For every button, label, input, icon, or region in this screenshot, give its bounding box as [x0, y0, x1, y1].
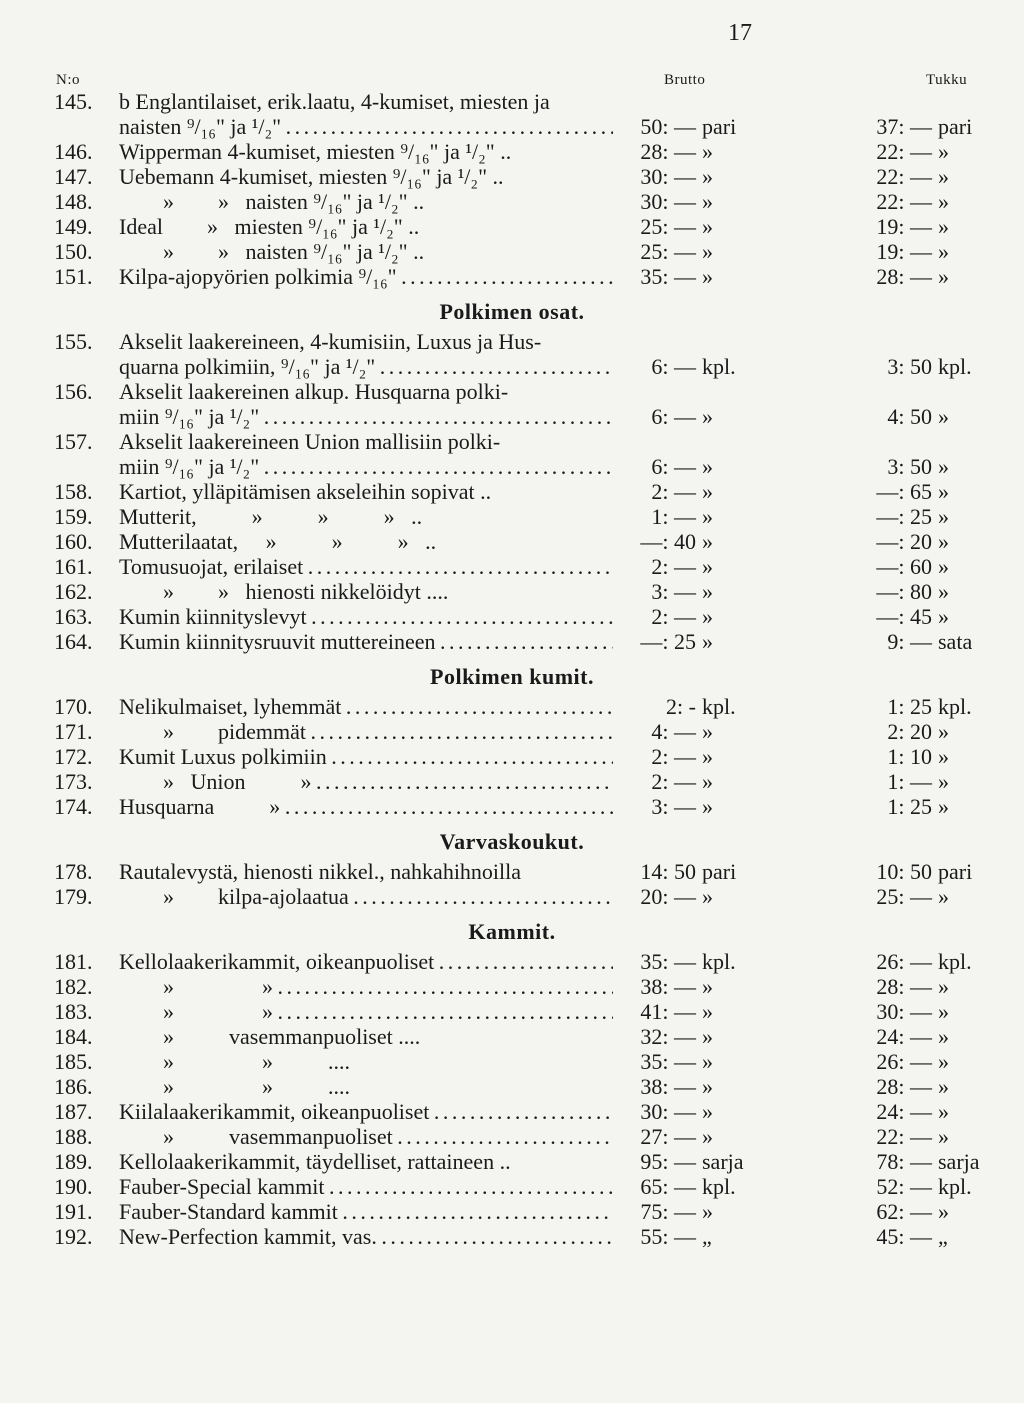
item-number: 174. — [54, 794, 93, 819]
list-item — [0, 1049, 1024, 1074]
brutto-unit: » — [702, 239, 713, 264]
item-description: » vasemmanpuoliset . . . — [119, 1124, 613, 1149]
brutto-unit: » — [702, 164, 713, 189]
list-item — [0, 239, 1024, 264]
item-number: 149. — [54, 214, 93, 239]
item-description: Kellolaakerikammit, oikeanpuoliset . . . — [119, 949, 613, 974]
tukku-price: —: 20 — [876, 529, 932, 554]
brutto-price: 55: — — [640, 1224, 696, 1249]
tukku-price: 30: — — [876, 999, 932, 1024]
item-description: » kilpa-ajolaatua . . . — [119, 884, 613, 909]
tukku-unit: » — [938, 884, 949, 909]
brutto-price: 2: — — [651, 744, 696, 769]
brutto-price: 4: — — [651, 719, 696, 744]
item-number: 159. — [54, 504, 93, 529]
brutto-price: 35: — — [640, 264, 696, 289]
list-item — [0, 1199, 1024, 1224]
brutto-unit: » — [702, 604, 713, 629]
item-number: 187. — [54, 1099, 93, 1124]
tukku-price: 28: — — [876, 264, 932, 289]
tukku-unit: » — [938, 164, 949, 189]
item-description: Nelikulmaiset, lyhemmät . . . — [119, 694, 613, 719]
item-number: 161. — [54, 554, 93, 579]
tukku-price: 1: 25 — [887, 794, 932, 819]
item-description: » » .... — [119, 1049, 350, 1074]
brutto-price: 2: — — [651, 604, 696, 629]
page-number: 17 — [728, 20, 752, 46]
item-description: » » .... — [119, 1074, 350, 1099]
brutto-unit: » — [702, 554, 713, 579]
tukku-unit: » — [938, 1074, 949, 1099]
item-number: 155. — [54, 329, 93, 354]
list-item — [0, 454, 1024, 479]
tukku-price: 19: — — [876, 239, 932, 264]
column-header-brutto: Brutto — [664, 72, 706, 88]
brutto-price: 32: — — [640, 1024, 696, 1049]
brutto-unit: » — [702, 629, 713, 654]
tukku-price: —: 65 — [876, 479, 932, 504]
tukku-price: 3: 50 — [887, 454, 932, 479]
item-number: 162. — [54, 579, 93, 604]
brutto-unit: kpl. — [702, 949, 736, 974]
tukku-unit: kpl. — [938, 949, 972, 974]
item-number: 184. — [54, 1024, 93, 1049]
list-item — [0, 404, 1024, 429]
tukku-unit: kpl. — [938, 694, 972, 719]
brutto-price: 41: — — [640, 999, 696, 1024]
list-item — [0, 1124, 1024, 1149]
list-item — [0, 694, 1024, 719]
brutto-price: 6: — — [651, 404, 696, 429]
item-number: 150. — [54, 239, 93, 264]
brutto-price: 30: — — [640, 1099, 696, 1124]
brutto-price: 14: 50 — [640, 859, 696, 884]
item-description: » » naisten ⁹/₁₆" ja ¹/₂" .. — [119, 239, 425, 264]
price-list — [0, 89, 1024, 1249]
item-description: quarna polkimiin, ⁹/₁₆" ja ¹/₂" . . . — [119, 354, 613, 379]
item-number: 172. — [54, 744, 93, 769]
brutto-price: 27: — — [640, 1124, 696, 1149]
list-item — [0, 1074, 1024, 1099]
item-description: » pidemmät . . . — [119, 719, 613, 744]
item-description: Kumin kiinnityslevyt . . . — [119, 604, 613, 629]
brutto-unit: » — [702, 404, 713, 429]
brutto-price: 50: — — [640, 114, 696, 139]
brutto-unit: » — [702, 264, 713, 289]
item-number: 158. — [54, 479, 93, 504]
section-heading — [0, 289, 1024, 329]
item-number: 170. — [54, 694, 93, 719]
tukku-price: 26: — — [876, 1049, 932, 1074]
brutto-price: 2: — — [651, 479, 696, 504]
tukku-price: 78: — — [876, 1149, 932, 1174]
item-number: 186. — [54, 1074, 93, 1099]
list-item — [0, 1024, 1024, 1049]
tukku-price: 1: 25 — [887, 694, 932, 719]
tukku-unit: » — [938, 974, 949, 999]
brutto-unit: » — [702, 1024, 713, 1049]
item-description: Rautalevystä, hienosti nikkel., nahkahihnoilla — [119, 859, 522, 884]
item-description: Fauber-Special kammit . . . — [119, 1174, 613, 1199]
list-item — [0, 139, 1024, 164]
list-item — [0, 859, 1024, 884]
item-description: » » . . . — [119, 974, 613, 999]
list-item — [0, 604, 1024, 629]
brutto-unit: » — [702, 1099, 713, 1124]
tukku-unit: » — [938, 1099, 949, 1124]
item-number: 164. — [54, 629, 93, 654]
item-description: Kumit Luxus polkimiin . . . — [119, 744, 613, 769]
item-description: Wipperman 4-kumiset, miesten ⁹/₁₆" ja ¹/₂" .. — [119, 139, 512, 164]
brutto-unit: pari — [702, 859, 737, 884]
list-item — [0, 579, 1024, 604]
tukku-unit: » — [938, 1124, 949, 1149]
list-item — [0, 429, 1024, 454]
tukku-unit: » — [938, 604, 949, 629]
section-heading — [0, 909, 1024, 949]
brutto-unit: » — [702, 214, 713, 239]
brutto-price: 25: — — [640, 239, 696, 264]
item-description: Tomusuojat, erilaiset . . . — [119, 554, 613, 579]
list-item — [0, 264, 1024, 289]
brutto-price: 38: — — [640, 1074, 696, 1099]
tukku-unit: » — [938, 719, 949, 744]
brutto-unit: » — [702, 1199, 713, 1224]
list-item — [0, 554, 1024, 579]
item-description: Kellolaakerikammit, täydelliset, rattaineen .. — [119, 1149, 511, 1174]
tukku-price: 24: — — [876, 1099, 932, 1124]
tukku-price: 10: 50 — [876, 859, 932, 884]
tukku-unit: » — [938, 1024, 949, 1049]
tukku-price: 1: 10 — [887, 744, 932, 769]
brutto-unit: » — [702, 744, 713, 769]
tukku-unit: » — [938, 479, 949, 504]
list-item — [0, 1174, 1024, 1199]
tukku-unit: » — [938, 554, 949, 579]
tukku-price: 62: — — [876, 1199, 932, 1224]
brutto-price: 2: — — [651, 769, 696, 794]
brutto-price: 2: - — [666, 694, 696, 719]
brutto-unit: » — [702, 479, 713, 504]
item-number: 173. — [54, 769, 93, 794]
list-item — [0, 164, 1024, 189]
brutto-unit: kpl. — [702, 694, 736, 719]
list-item — [0, 1149, 1024, 1174]
brutto-unit: » — [702, 884, 713, 909]
tukku-unit: » — [938, 1049, 949, 1074]
brutto-price: —: 25 — [640, 629, 696, 654]
brutto-price: 65: — — [640, 1174, 696, 1199]
brutto-price: 95: — — [640, 1149, 696, 1174]
item-description: miin ⁹/₁₆" ja ¹/₂" . . . — [119, 404, 613, 429]
brutto-price: 35: — — [640, 949, 696, 974]
list-item — [0, 949, 1024, 974]
tukku-unit: » — [938, 999, 949, 1024]
brutto-price: 2: — — [651, 554, 696, 579]
tukku-price: 1: — — [887, 769, 932, 794]
brutto-price: 30: — — [640, 189, 696, 214]
tukku-price: —: 80 — [876, 579, 932, 604]
tukku-price: 19: — — [876, 214, 932, 239]
brutto-unit: pari — [702, 114, 737, 139]
tukku-price: —: 45 — [876, 604, 932, 629]
brutto-unit: » — [702, 189, 713, 214]
item-description: » » naisten ⁹/₁₆" ja ¹/₂" .. — [119, 189, 425, 214]
brutto-price: 3: — — [651, 579, 696, 604]
tukku-price: 45: — — [876, 1224, 932, 1249]
item-description: Kiilalaakerikammit, oikeanpuoliset . . . — [119, 1099, 613, 1124]
tukku-unit: » — [938, 579, 949, 604]
brutto-unit: » — [702, 139, 713, 164]
tukku-price: —: 25 — [876, 504, 932, 529]
brutto-price: 28: — — [640, 139, 696, 164]
tukku-unit: » — [938, 454, 949, 479]
item-number: 179. — [54, 884, 93, 909]
brutto-unit: » — [702, 1124, 713, 1149]
item-description: Uebemann 4-kumiset, miesten ⁹/₁₆" ja ¹/₂" .. — [119, 164, 504, 189]
brutto-unit: » — [702, 1049, 713, 1074]
tukku-price: 24: — — [876, 1024, 932, 1049]
item-description: Ideal » miesten ⁹/₁₆" ja ¹/₂" .. — [119, 214, 420, 239]
brutto-price: 1: — — [651, 504, 696, 529]
brutto-price: 75: — — [640, 1199, 696, 1224]
brutto-unit: » — [702, 769, 713, 794]
list-item — [0, 974, 1024, 999]
tukku-unit: sata — [938, 629, 973, 654]
tukku-unit: » — [938, 239, 949, 264]
tukku-unit: » — [938, 264, 949, 289]
brutto-unit: » — [702, 1074, 713, 1099]
tukku-price: 22: — — [876, 1124, 932, 1149]
tukku-unit: » — [938, 794, 949, 819]
tukku-price: 25: — — [876, 884, 932, 909]
item-description: » » hienosti nikkelöidyt .... — [119, 579, 449, 604]
item-description: Fauber-Standard kammit . . . — [119, 1199, 613, 1224]
list-item — [0, 379, 1024, 404]
brutto-unit: „ — [702, 1224, 712, 1249]
brutto-price: 35: — — [640, 1049, 696, 1074]
tukku-price: 4: 50 — [887, 404, 932, 429]
brutto-unit: » — [702, 454, 713, 479]
tukku-unit: » — [938, 529, 949, 554]
item-description: naisten ⁹/₁₆" ja ¹/₂" . . . — [119, 114, 613, 139]
brutto-unit: » — [702, 999, 713, 1024]
item-number: 190. — [54, 1174, 93, 1199]
list-item — [0, 744, 1024, 769]
item-number: 178. — [54, 859, 93, 884]
list-item — [0, 479, 1024, 504]
list-item — [0, 719, 1024, 744]
item-description: Akselit laakereinen alkup. Husquarna polki- — [119, 379, 509, 404]
tukku-unit: » — [938, 214, 949, 239]
tukku-price: 26: — — [876, 949, 932, 974]
item-description: b Englantilaiset, erik.laatu, 4-kumiset, miesten ja — [119, 89, 550, 114]
section-title: Varvaskoukut. — [439, 829, 585, 854]
list-item — [0, 89, 1024, 114]
tukku-price: 22: — — [876, 189, 932, 214]
item-number: 146. — [54, 139, 93, 164]
list-item — [0, 1099, 1024, 1124]
item-description: » vasemmanpuoliset .... — [119, 1024, 421, 1049]
item-description: Akselit laakereineen, 4-kumisiin, Luxus ja Hus- — [119, 329, 542, 354]
item-number: 148. — [54, 189, 93, 214]
list-item — [0, 114, 1024, 139]
brutto-price: 38: — — [640, 974, 696, 999]
tukku-unit: kpl. — [938, 1174, 972, 1199]
tukku-unit: » — [938, 744, 949, 769]
item-number: 157. — [54, 429, 93, 454]
item-number: 191. — [54, 1199, 93, 1224]
item-description: Kartiot, ylläpitämisen akseleihin sopivat .. — [119, 479, 492, 504]
tukku-price: 22: — — [876, 164, 932, 189]
list-item — [0, 629, 1024, 654]
list-item — [0, 1224, 1024, 1249]
brutto-unit: kpl. — [702, 354, 736, 379]
brutto-unit: » — [702, 529, 713, 554]
list-item — [0, 329, 1024, 354]
section-title: Polkimen kumit. — [430, 664, 594, 689]
column-header-tukku: Tukku — [926, 72, 968, 88]
column-header-number: N:o — [56, 72, 80, 88]
tukku-price: 22: — — [876, 139, 932, 164]
list-item — [0, 999, 1024, 1024]
list-item — [0, 794, 1024, 819]
tukku-unit: pari — [938, 859, 973, 884]
section-title: Polkimen osat. — [439, 299, 585, 324]
tukku-unit: pari — [938, 114, 973, 139]
item-description: » » . . . — [119, 999, 613, 1024]
item-description: miin ⁹/₁₆" ja ¹/₂" . . . — [119, 454, 613, 479]
item-number: 182. — [54, 974, 93, 999]
item-number: 189. — [54, 1149, 93, 1174]
tukku-price: —: 60 — [876, 554, 932, 579]
item-description: » Union » . . . — [119, 769, 613, 794]
tukku-price: 2: 20 — [887, 719, 932, 744]
item-number: 145. — [54, 89, 93, 114]
list-item — [0, 504, 1024, 529]
item-number: 192. — [54, 1224, 93, 1249]
brutto-price: 3: — — [651, 794, 696, 819]
brutto-unit: kpl. — [702, 1174, 736, 1199]
brutto-price: 6: — — [651, 454, 696, 479]
tukku-unit: » — [938, 189, 949, 214]
item-number: 183. — [54, 999, 93, 1024]
tukku-unit: kpl. — [938, 354, 972, 379]
brutto-unit: » — [702, 504, 713, 529]
list-item — [0, 884, 1024, 909]
brutto-unit: » — [702, 579, 713, 604]
item-number: 185. — [54, 1049, 93, 1074]
brutto-price: 6: — — [651, 354, 696, 379]
item-number: 147. — [54, 164, 93, 189]
section-heading — [0, 654, 1024, 694]
tukku-unit: sarja — [938, 1149, 980, 1174]
item-description: Husquarna » . . . — [119, 794, 613, 819]
tukku-price: 28: — — [876, 974, 932, 999]
brutto-unit: » — [702, 974, 713, 999]
item-number: 188. — [54, 1124, 93, 1149]
item-description: Kumin kiinnitysruuvit muttereineen . . . — [119, 629, 613, 654]
item-number: 151. — [54, 264, 93, 289]
item-number: 181. — [54, 949, 93, 974]
list-item — [0, 529, 1024, 554]
tukku-price: 28: — — [876, 1074, 932, 1099]
item-description: Akselit laakereineen Union mallisiin polki- — [119, 429, 501, 454]
brutto-unit: » — [702, 794, 713, 819]
tukku-unit: » — [938, 1199, 949, 1224]
tukku-unit: » — [938, 404, 949, 429]
item-number: 163. — [54, 604, 93, 629]
tukku-unit: » — [938, 504, 949, 529]
brutto-unit: sarja — [702, 1149, 744, 1174]
tukku-unit: » — [938, 139, 949, 164]
brutto-price: 20: — — [640, 884, 696, 909]
section-title: Kammit. — [468, 919, 556, 944]
item-number: 160. — [54, 529, 93, 554]
tukku-unit: » — [938, 769, 949, 794]
item-number: 171. — [54, 719, 93, 744]
item-description: New-Perfection kammit, vas. . . . — [119, 1224, 613, 1249]
list-item — [0, 354, 1024, 379]
brutto-unit: » — [702, 719, 713, 744]
tukku-unit: „ — [938, 1224, 948, 1249]
section-heading — [0, 819, 1024, 859]
tukku-price: 9: — — [887, 629, 932, 654]
item-description: Mutterit, » » » .. — [119, 504, 423, 529]
tukku-price: 37: — — [876, 114, 932, 139]
list-item — [0, 189, 1024, 214]
list-item — [0, 769, 1024, 794]
tukku-price: 52: — — [876, 1174, 932, 1199]
brutto-price: 25: — — [640, 214, 696, 239]
list-item — [0, 214, 1024, 239]
tukku-price: 3: 50 — [887, 354, 932, 379]
brutto-price: —: 40 — [640, 529, 696, 554]
item-description: Mutterilaatat, » » » .. — [119, 529, 437, 554]
item-number: 156. — [54, 379, 93, 404]
item-description: Kilpa-ajopyörien polkimia ⁹/₁₆" . . . — [119, 264, 613, 289]
brutto-price: 30: — — [640, 164, 696, 189]
